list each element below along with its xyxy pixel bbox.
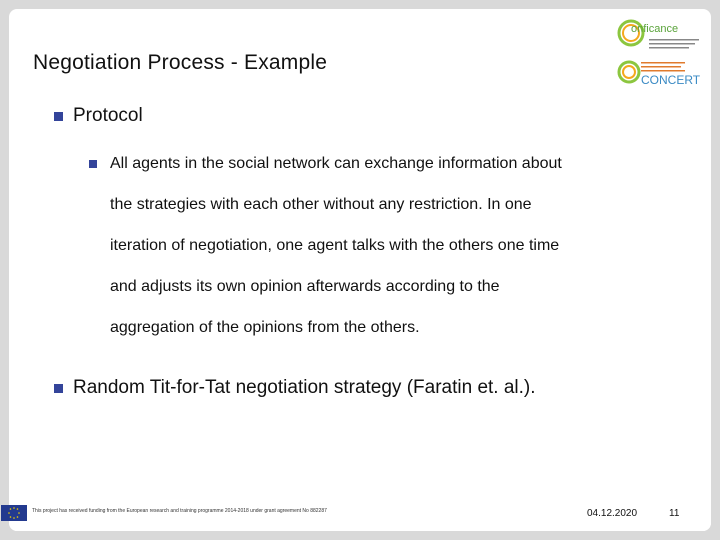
confiance-logo: [617, 15, 709, 55]
confiance-logo-text: onficance: [631, 23, 679, 35]
concert-logo: [617, 54, 709, 90]
sub-bullet-paragraph: [110, 143, 640, 348]
concert-logo-text: CONCERT: [641, 73, 701, 87]
sub-bullet-line: iteration of negotiation, one agent talks with the others one time: [110, 237, 560, 254]
slide: [9, 9, 711, 531]
slide-title: Negotiation Process - Example: [33, 51, 328, 74]
bullet-icon: [54, 384, 63, 393]
sub-bullet-line: All agents in the social network can exchange information about: [110, 155, 562, 172]
sub-bullet-icon: [89, 160, 97, 168]
sub-bullet-line: aggregation of the opinions from the others.: [110, 319, 420, 336]
funding-text: This project has received funding from the European research and training programme 2014-2018 under grant agreement No 882287: [32, 508, 327, 514]
bullet-protocol: Protocol: [73, 105, 143, 126]
sub-bullet-line: and adjusts its own opinion afterwards according to the: [110, 278, 500, 295]
sub-bullet-line: the strategies with each other without any restriction. In one: [110, 196, 532, 213]
footer-date: 04.12.2020: [587, 508, 638, 519]
page-number: 11: [669, 508, 680, 519]
eu-flag-icon: [1, 505, 27, 521]
bullet-icon: [54, 112, 63, 121]
bullet-strategy: Random Tit-for-Tat negotiation strategy (Faratin et. al.).: [73, 377, 536, 398]
